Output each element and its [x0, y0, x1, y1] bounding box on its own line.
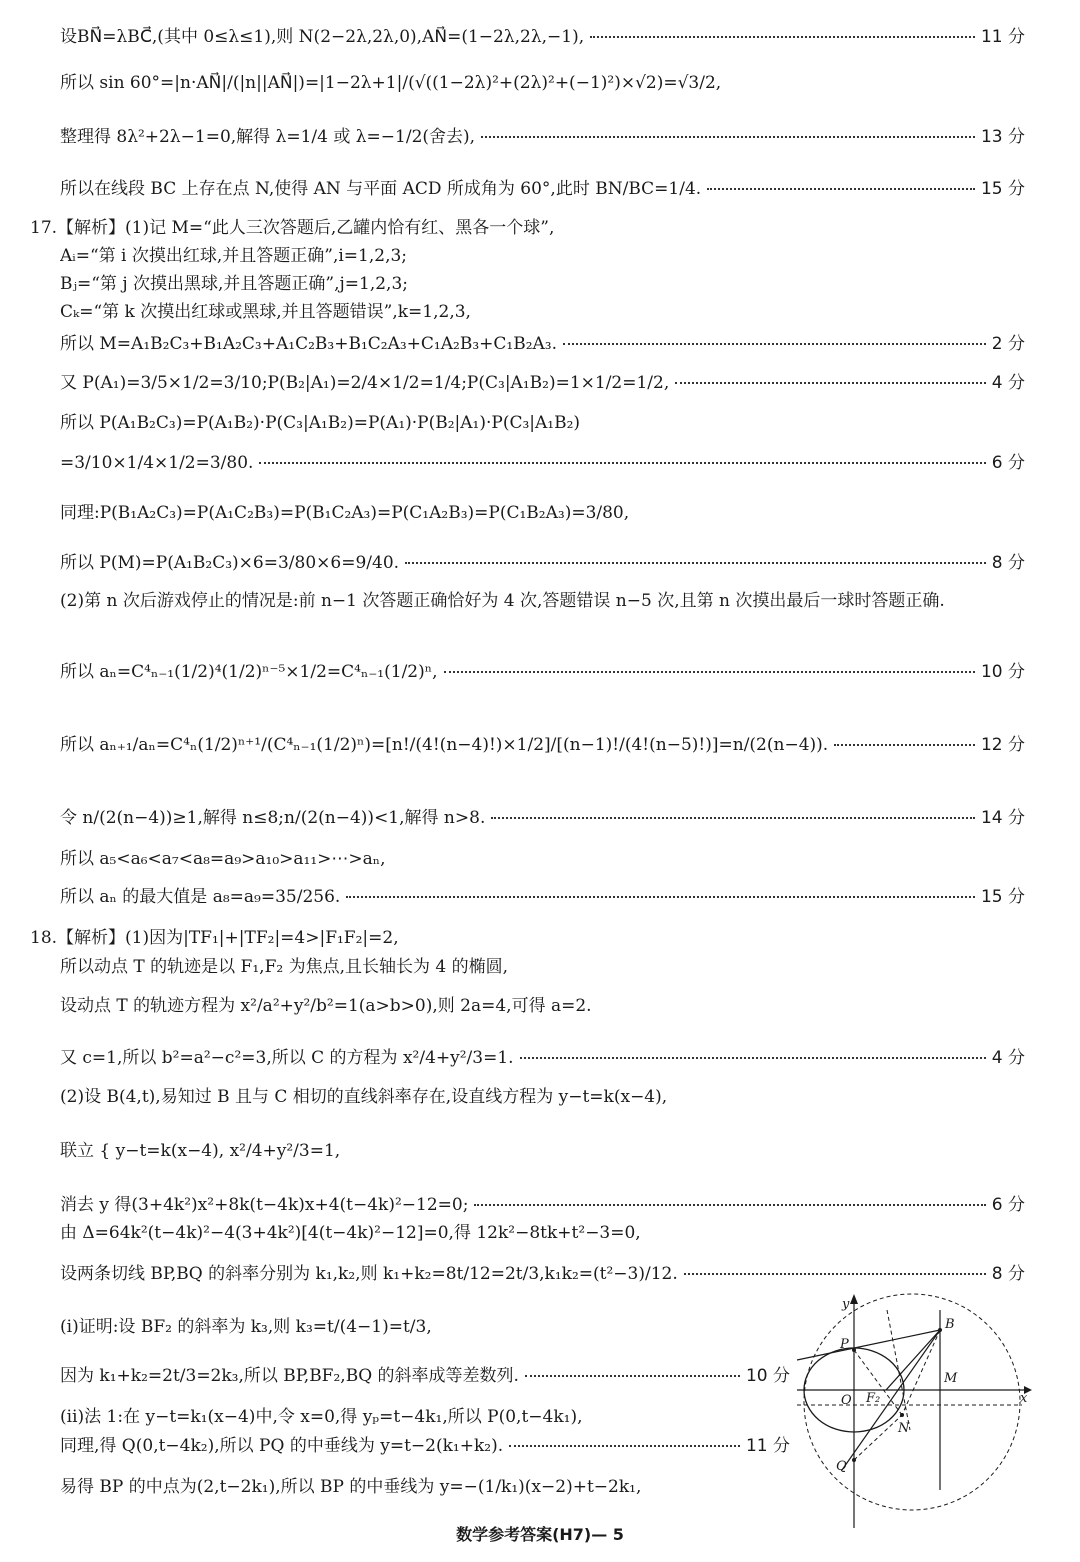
score-label: 11 分: [745, 1436, 790, 1456]
score-label: 15 分: [980, 179, 1025, 199]
label-n: N: [898, 1421, 910, 1436]
leader-dots: [675, 382, 986, 384]
solution-line: [60, 22, 1025, 47]
line-bf2: [886, 1330, 940, 1390]
leader-dots: [684, 1273, 986, 1275]
line-text: 由 Δ=64k²(t−4k)²−4(3+4k²)[4(t−4k)²−12]=0,得 12k²−8tk+t²−3=0,: [60, 1223, 641, 1243]
score-label: 10 分: [980, 662, 1025, 682]
line-text: 易得 BP 的中点为(2,t−2k₁),所以 BP 的中垂线为 y=−(1/k₁)(x−2)+t−2k₁,: [60, 1477, 642, 1497]
line-text: Cₖ=“第 k 次摸出红球或黑球,并且答题错误”,k=1,2,3,: [60, 302, 471, 322]
solution-line: [60, 1136, 1025, 1161]
label-x: x: [1020, 1391, 1028, 1406]
solution-line: [60, 448, 1025, 473]
score-label: 14 分: [980, 808, 1025, 828]
dashed-bn: [902, 1330, 940, 1415]
score-label: 10 分: [745, 1366, 790, 1386]
leader-dots: [481, 136, 975, 138]
solution-line: [60, 1361, 790, 1386]
label-f2: F₂: [866, 1391, 881, 1406]
solution-line: [60, 657, 1025, 682]
dashed-qn: [854, 1415, 902, 1460]
solution-line: [60, 803, 1025, 828]
solution-line: [60, 548, 1025, 573]
solution-line: [60, 882, 1025, 907]
line-text: 消去 y 得(3+4k²)x²+8k(t−4k)x+4(t−4k)²−12=0;: [60, 1195, 469, 1215]
score-label: 15 分: [980, 887, 1025, 907]
solution-line: [60, 1431, 790, 1456]
line-text: 所以 P(A₁B₂C₃)=P(A₁B₂)·P(C₃|A₁B₂)=P(A₁)·P(B₂|A₁)·P(C₃|A₁B₂): [60, 413, 581, 433]
y-axis-arrow: [850, 1294, 858, 1304]
score-label: 6 分: [991, 1195, 1025, 1215]
tangent-bq: [842, 1330, 940, 1470]
leader-dots: [444, 671, 975, 673]
line-text: 所以 a₅<a₆<a₇<a₈=a₉>a₁₀>a₁₁>⋯>aₙ,: [60, 849, 386, 869]
score-label: 8 分: [991, 1264, 1025, 1284]
line-text: (2)设 B(4,t),易知过 B 且与 C 相切的直线斜率存在,设直线方程为 y−t=k(x−4),: [60, 1087, 668, 1107]
leader-dots: [509, 1445, 740, 1447]
line-text: 令 n/(2(n−4))≥1,解得 n≤8;n/(2(n−4))<1,解得 n>8.: [60, 808, 486, 828]
score-label: 4 分: [991, 373, 1025, 393]
solution-line: [60, 1218, 1025, 1243]
solution-line: [60, 122, 1025, 147]
solution-line: [60, 269, 1025, 294]
solution-line: [30, 923, 1025, 948]
leader-dots: [259, 462, 985, 464]
line-text: 所以 sin 60°=|n·AN⃗|/(|n||AN⃗|)=|1−2λ+1|/(√((1−2λ)²+(2λ)²+(−1)²)×√2)=√3/2,: [60, 73, 722, 93]
line-text: 又 P(A₁)=3/5×1/2=3/10;P(B₂|A₁)=2/4×1/2=1/4;P(C₃|A₁B₂)=1×1/2=1/2,: [60, 373, 670, 393]
point-q: [852, 1458, 856, 1462]
leader-dots: [707, 188, 975, 190]
solution-line: [60, 844, 1025, 869]
point-b: [938, 1328, 942, 1332]
score-label: 13 分: [980, 127, 1025, 147]
dashed-circle: [804, 1294, 1020, 1510]
line-text: 设两条切线 BP,BQ 的斜率分别为 k₁,k₂,则 k₁+k₂=8t/12=2t/3,k₁k₂=(t²−3)/12.: [60, 1264, 678, 1284]
point-p: [852, 1348, 856, 1352]
line-text: 所以 P(M)=P(A₁B₂C₃)×6=3/80×6=9/40.: [60, 553, 400, 573]
label-o: O: [841, 1393, 852, 1408]
leader-dots: [590, 36, 975, 38]
leader-dots: [525, 1375, 740, 1377]
label-m: M: [944, 1371, 958, 1386]
solution-line: [30, 213, 1025, 238]
leader-dots: [474, 1204, 985, 1206]
line-text: =3/10×1/4×1/2=3/80.: [60, 453, 254, 473]
line-text: Bⱼ=“第 j 次摸出黑球,并且答题正确”,j=1,2,3;: [60, 274, 408, 294]
line-text: 设动点 T 的轨迹方程为 x²/a²+y²/b²=1(a>b>0),则 2a=4,可得 a=2.: [60, 996, 592, 1016]
line-text: 因为 k₁+k₂=2t/3=2k₃,所以 BP,BF₂,BQ 的斜率成等差数列.: [60, 1366, 519, 1386]
solution-line: [60, 1190, 1025, 1215]
line-text: (ⅰ)证明:设 BF₂ 的斜率为 k₃,则 k₃=t/(4−1)=t/3,: [60, 1317, 432, 1337]
solution-line: [60, 952, 1025, 977]
line-text: 所以动点 T 的轨迹是以 F₁,F₂ 为焦点,且长轴长为 4 的椭圆,: [60, 957, 509, 977]
label-y: y: [842, 1297, 850, 1312]
leader-dots: [563, 343, 986, 345]
solution-line: [60, 329, 1025, 354]
line-text: 整理得 8λ²+2λ−1=0,解得 λ=1/4 或 λ=−1/2(舍去),: [60, 127, 476, 147]
solution-line: [60, 1082, 1025, 1107]
solution-line: [60, 368, 1025, 393]
score-label: 11 分: [980, 27, 1025, 47]
solution-line: [60, 68, 1025, 93]
solution-line: [60, 241, 1025, 266]
system-of-equations: 联立 { y−t=k(x−4), x²/4+y²/3=1,: [60, 1141, 341, 1161]
problem-18-heading: 18.【解析】(1)因为|TF₁|+|TF₂|=4>|F₁F₂|=2,: [30, 928, 399, 948]
solution-line: [60, 498, 1025, 523]
tangent-bp: [797, 1330, 940, 1360]
solution-line: [60, 730, 1025, 755]
problem-17-heading: 17.【解析】(1)记 M=“此人三次答题后,乙罐内恰有红、黑各一个球”,: [30, 218, 555, 238]
solution-line: [60, 1402, 790, 1427]
solution-line: [60, 297, 1025, 322]
line-text: 所以 M=A₁B₂C₃+B₁A₂C₃+A₁C₂B₃+B₁C₂A₃+C₁A₂B₃+C₁B₂A₃.: [60, 334, 558, 354]
leader-dots: [346, 896, 975, 898]
leader-dots: [520, 1057, 986, 1059]
leader-dots: [834, 744, 975, 746]
solution-line: [60, 1043, 1025, 1068]
line-text: (2)第 n 次后游戏停止的情况是:前 n−1 次答题正确恰好为 4 次,答题错误 n−5 次,且第 n 次摸出最后一球时答题正确.: [60, 591, 945, 611]
leader-dots: [405, 562, 986, 564]
label-p: P: [840, 1337, 849, 1352]
line-text: 同理,得 Q(0,t−4k₂),所以 PQ 的中垂线为 y=t−2(k₁+k₂).: [60, 1436, 504, 1456]
solution-line: [60, 991, 1025, 1016]
score-label: 4 分: [991, 1048, 1025, 1068]
score-label: 8 分: [991, 553, 1025, 573]
line-text: (ⅱ)法 1:在 y−t=k₁(x−4)中,令 x=0,得 yₚ=t−4k₁,所以 P(0,t−4k₁),: [60, 1407, 583, 1427]
solution-line: [60, 586, 1025, 616]
solution-line: [60, 1312, 790, 1337]
leader-dots: [491, 817, 975, 819]
point-n: [900, 1413, 904, 1417]
line-text: 所以 aₙ 的最大值是 a₈=a₉=35/256.: [60, 887, 341, 907]
ellipse-tangent-figure: [792, 1290, 1032, 1530]
score-label: 6 分: [991, 453, 1025, 473]
page-footer: 数学参考答案(H7)— 5: [456, 1525, 624, 1544]
label-q: Q: [836, 1459, 847, 1474]
line-text: 又 c=1,所以 b²=a²−c²=3,所以 C 的方程为 x²/4+y²/3=1.: [60, 1048, 514, 1068]
line-text: 所以在线段 BC 上存在点 N,使得 AN 与平面 ACD 所成角为 60°,此时 BN/BC=1/4.: [60, 179, 702, 199]
score-label: 2 分: [991, 334, 1025, 354]
line-text: 同理:P(B₁A₂C₃)=P(A₁C₂B₃)=P(B₁C₂A₃)=P(C₁A₂B₃)=P(C₁B₂A₃)=3/80,: [60, 503, 630, 523]
line-text: 所以 aₙ₊₁/aₙ=C⁴ₙ(1/2)ⁿ⁺¹/(C⁴ₙ₋₁(1/2)ⁿ)=[n!/(4!(n−4)!)×1/2]/[(n−1)!/(4!(n−5)!)]=n/(2(n−4)).: [60, 735, 829, 755]
solution-line: [60, 1259, 1025, 1284]
line-text: 所以 aₙ=C⁴ₙ₋₁(1/2)⁴(1/2)ⁿ⁻⁵×1/2=C⁴ₙ₋₁(1/2)ⁿ,: [60, 662, 438, 682]
solution-line: [60, 174, 1025, 199]
score-label: 12 分: [980, 735, 1025, 755]
solution-line: [60, 408, 1025, 433]
label-b: B: [945, 1317, 955, 1332]
line-text: Aᵢ=“第 i 次摸出红球,并且答题正确”,i=1,2,3;: [60, 246, 408, 266]
line-text: 设BN⃗=λBC⃗,(其中 0≤λ≤1),则 N(2−2λ,2λ,0),AN⃗=(1−2λ,2λ,−1),: [60, 27, 585, 47]
